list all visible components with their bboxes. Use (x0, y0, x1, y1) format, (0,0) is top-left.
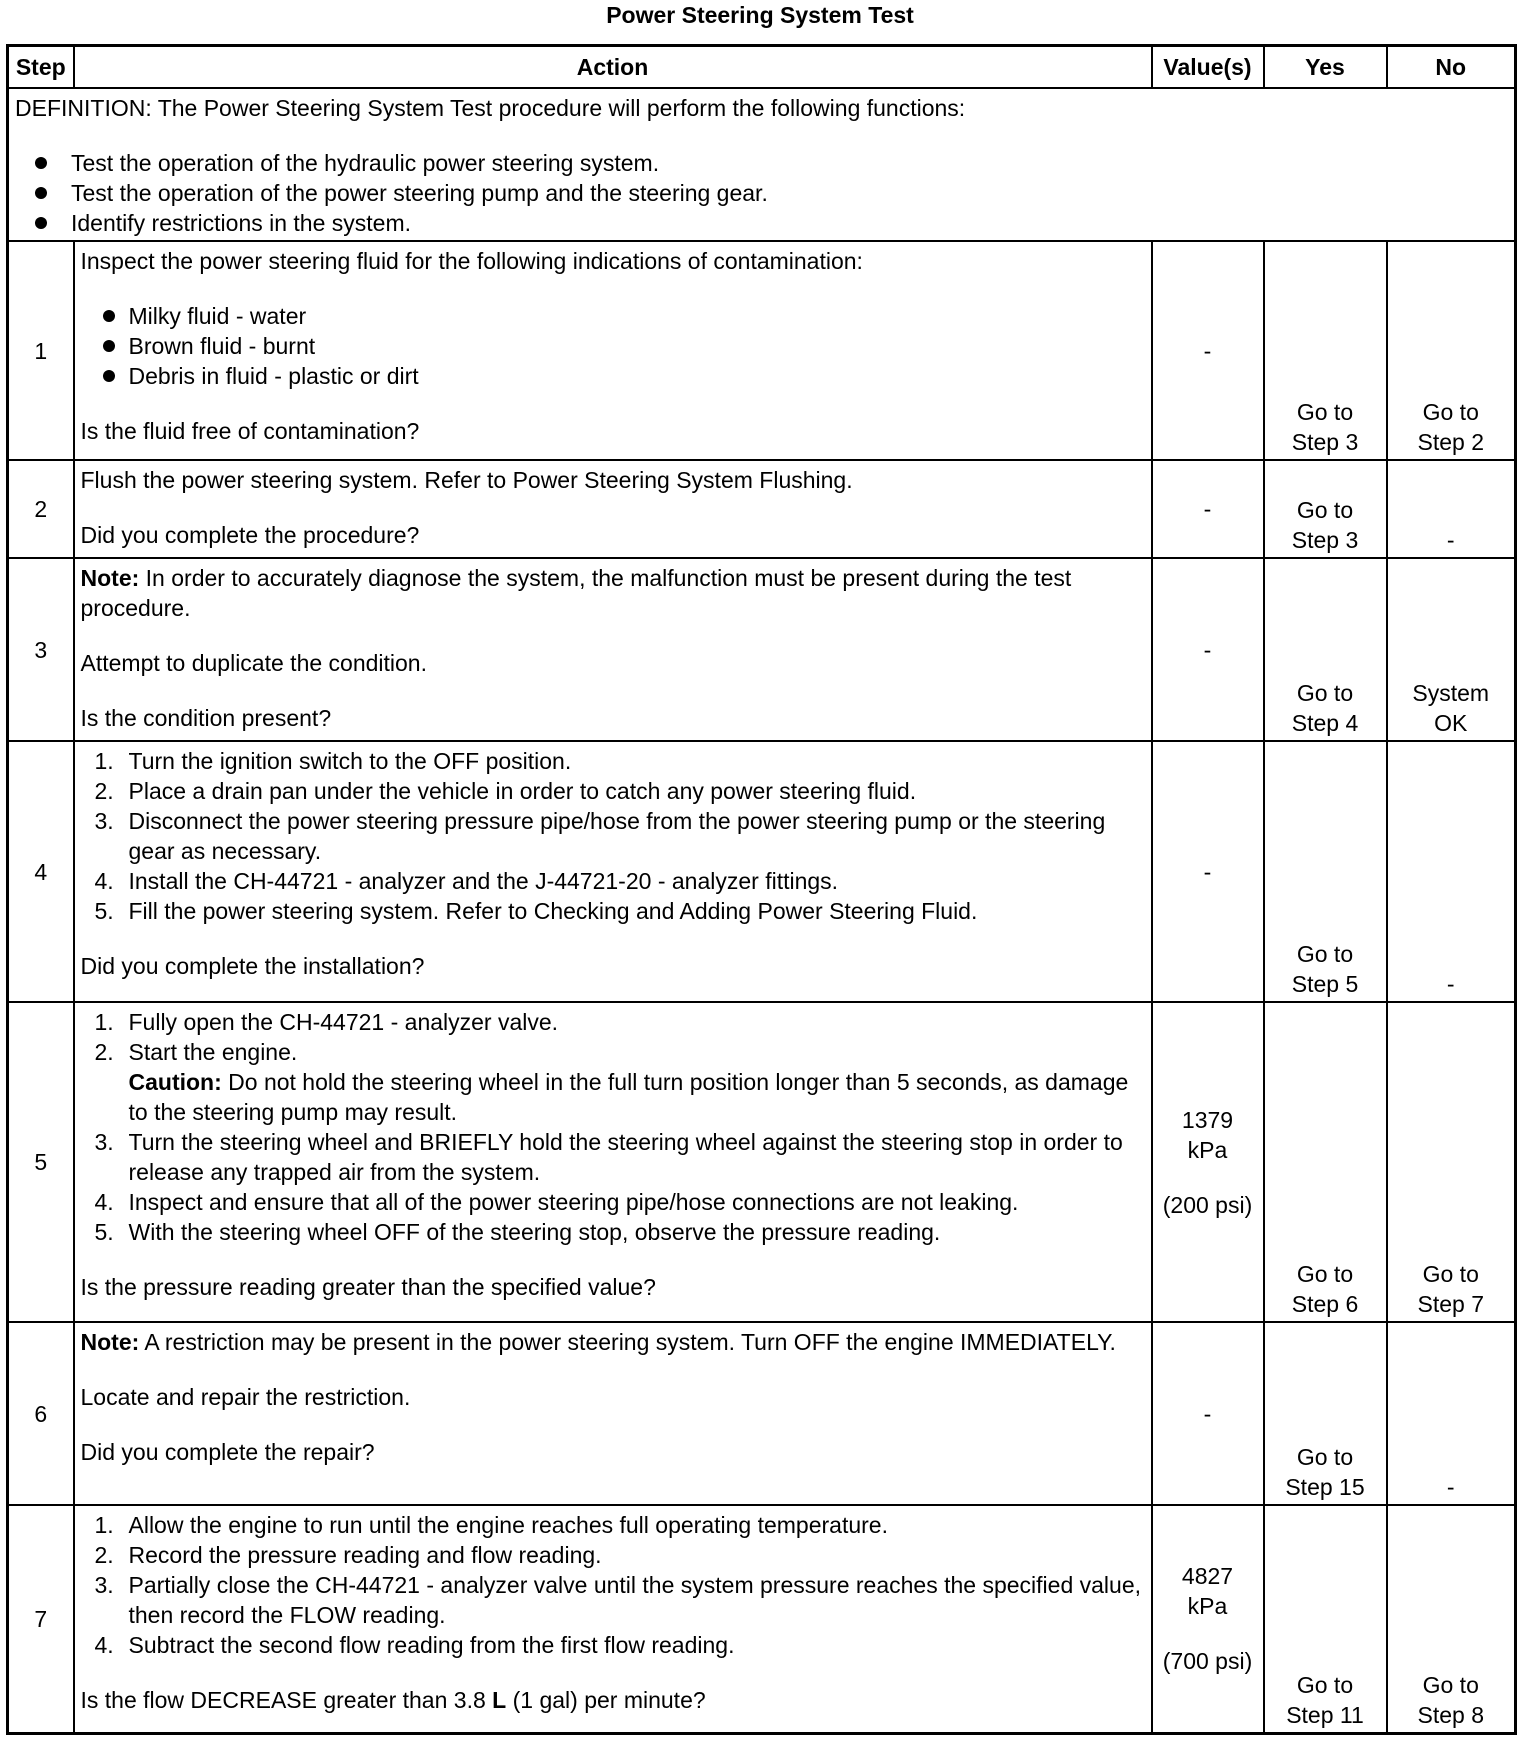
value-line: (200 psi) (1162, 1191, 1253, 1218)
definition-cell (8, 88, 1516, 241)
yes-line: Go to (1296, 1671, 1354, 1698)
definition-bullet: Test the operation of the hydraulic power steering system. (15, 148, 1508, 178)
value-cell: - (1152, 460, 1264, 558)
procedure-list (81, 746, 1145, 926)
yes-cell (1264, 241, 1387, 460)
list-item: Debris in fluid - plastic or dirt (81, 361, 1145, 391)
value-cell (1152, 1002, 1264, 1322)
note-paragraph (81, 1327, 1145, 1357)
list-item: 1. Turn the ignition switch to the OFF position. (94, 748, 572, 774)
yes-line: Step 5 (1291, 971, 1359, 997)
caution-text: Do not hold the steering wheel in the full turn position longer than 5 seconds, as damage to the steering pump may result. (128, 1069, 1129, 1125)
value-line: 1379 (1181, 1106, 1234, 1133)
yes-cell (1264, 741, 1387, 1002)
list-item: 1. Allow the engine to run until the engine reaches full operating temperature. (94, 1512, 888, 1538)
action-question: Did you complete the installation? (80, 953, 425, 979)
action-intro: Locate and repair the restriction. (80, 1384, 411, 1410)
action-question: Did you complete the repair? (80, 1439, 375, 1465)
action-question: Is the condition present? (80, 705, 332, 731)
note-label: Note: (80, 1329, 140, 1355)
header-row (8, 46, 1516, 89)
step-number: 3 (8, 558, 74, 741)
value-line: kPa (1187, 1593, 1228, 1620)
header-action: Action (74, 46, 1152, 89)
step-number: 4 (8, 741, 74, 1002)
procedure-list (81, 1510, 1145, 1660)
list-item: 3. Disconnect the power steering pressure pipe/hose from the power steering pump or the steering gear as necessary. (94, 808, 1106, 864)
procedure-list (81, 1007, 1145, 1247)
yes-line: Step 3 (1291, 429, 1359, 455)
action-cell (74, 1322, 1152, 1505)
no-cell (1387, 1002, 1516, 1322)
list-item: 3. Partially close the CH-44721 - analyzer valve until the system pressure reaches the specified value, then record the FLOW reading. (94, 1572, 1141, 1628)
yes-line: Go to (1296, 680, 1354, 706)
action-question: Did you complete the procedure? (80, 522, 420, 548)
definition-row (8, 88, 1516, 241)
header-no: No (1387, 46, 1516, 89)
definition-text: DEFINITION: The Power Steering System Test procedure will perform the following functions: (15, 95, 966, 121)
yes-line: Go to (1296, 1444, 1354, 1470)
yes-line: Step 11 (1286, 1701, 1364, 1728)
table-row-step-2 (8, 460, 1516, 558)
no-line: Step 7 (1417, 1291, 1484, 1317)
no-cell: - (1387, 460, 1516, 558)
yes-cell (1264, 1505, 1387, 1733)
table-row-step-5 (8, 1002, 1516, 1322)
step-number: 5 (8, 1002, 74, 1322)
list-item: Milky fluid - water (81, 301, 1145, 331)
note-text: A restriction may be present in the power steering system. Turn OFF the engine IMMEDIATELY. (139, 1329, 1116, 1355)
action-cell (74, 1505, 1152, 1733)
list-item: 2. Record the pressure reading and flow reading. (94, 1542, 602, 1568)
action-question (81, 1685, 1145, 1715)
list-item: 3. Turn the steering wheel and BRIEFLY hold the steering wheel against the steering stop in order to release any trapped air from the system. (94, 1129, 1123, 1185)
value-cell (1152, 1505, 1264, 1733)
header-yes: Yes (1264, 46, 1387, 89)
list-item: 2. Start the engine. Caution: Do not hold the steering wheel in the full turn position longer than 5 seconds, as damage to the steering pump may result. (94, 1039, 1129, 1125)
note-text: In order to accurately diagnose the system, the malfunction must be present during the test procedure. (80, 565, 1072, 621)
no-line: Go to (1422, 1261, 1479, 1287)
list-item-text: Place a drain pan under the vehicle in order to catch any power steering fluid. (128, 778, 917, 804)
question-unit: L (492, 1687, 507, 1713)
yes-line: Go to (1296, 497, 1354, 523)
list-item: 4. Subtract the second flow reading from the first flow reading. (94, 1632, 735, 1658)
value-cell: - (1152, 1322, 1264, 1505)
value-line: (700 psi) (1162, 1648, 1253, 1675)
list-item: 1. Fully open the CH-44721 - analyzer valve. (94, 1009, 559, 1035)
no-line: Go to (1422, 1671, 1479, 1698)
action-intro: Inspect the power steering fluid for the following indications of contamination: (80, 248, 863, 274)
list-item-text: Install the CH-44721 - analyzer and the J-44721-20 - analyzer fittings. (128, 868, 839, 894)
list-item: 4. Install the CH-44721 - analyzer and the J-44721-20 - analyzer fittings. (94, 868, 839, 894)
table-row-step-6 (8, 1322, 1516, 1505)
value-cell: - (1152, 741, 1264, 1002)
list-item: 5. With the steering wheel OFF of the steering stop, observe the pressure reading. (94, 1219, 941, 1245)
diagnostic-table (6, 44, 1517, 1735)
action-question: Is the pressure reading greater than the specified value? (80, 1274, 656, 1300)
value-line: kPa (1187, 1136, 1228, 1163)
action-question: Is the fluid free of contamination? (80, 418, 420, 444)
list-item-text: Start the engine. (128, 1039, 298, 1065)
yes-line: Step 4 (1291, 710, 1359, 736)
list-item-text: Allow the engine to run until the engine reaches full operating temperature. (128, 1512, 888, 1538)
definition-bullet: Identify restrictions in the system. (15, 208, 1508, 238)
yes-line: Step 6 (1291, 1291, 1359, 1317)
note-label: Note: (80, 565, 140, 591)
list-item-text: Turn the steering wheel and BRIEFLY hold the steering wheel against the steering stop in order to release any trapped air from the system. (128, 1129, 1123, 1185)
no-cell: - (1387, 1322, 1516, 1505)
caution-label: Caution: (128, 1069, 222, 1095)
value-cell: - (1152, 558, 1264, 741)
note-paragraph (81, 563, 1145, 623)
step-number: 2 (8, 460, 74, 558)
action-intro: Attempt to duplicate the condition. (80, 650, 427, 676)
value-cell: - (1152, 241, 1264, 460)
value-line: 4827 (1181, 1563, 1234, 1590)
action-cell (74, 460, 1152, 558)
yes-line: Step 15 (1285, 1474, 1365, 1500)
no-cell (1387, 1505, 1516, 1733)
list-item-text: Subtract the second flow reading from the first flow reading. (128, 1632, 735, 1658)
table-row-step-1 (8, 241, 1516, 460)
action-cell (74, 241, 1152, 460)
step-number: 7 (8, 1505, 74, 1733)
list-item: 5. Fill the power steering system. Refer to Checking and Adding Power Steering Fluid. (94, 898, 978, 924)
list-item-text: Inspect and ensure that all of the power steering pipe/hose connections are not leaking. (128, 1189, 1019, 1215)
action-intro: Flush the power steering system. Refer to Power Steering System Flushing. (80, 467, 853, 493)
list-item: Brown fluid - burnt (81, 331, 1145, 361)
no-line: System (1412, 680, 1490, 706)
yes-line: Go to (1296, 399, 1354, 425)
step-number: 1 (8, 241, 74, 460)
table-row-step-4 (8, 741, 1516, 1002)
yes-line: Step 3 (1291, 527, 1359, 553)
yes-line: Go to (1296, 1261, 1354, 1287)
contamination-list (81, 301, 1145, 391)
action-cell (74, 558, 1152, 741)
page-title: Power Steering System Test (606, 2, 914, 28)
no-line: Go to (1422, 399, 1479, 425)
header-step: Step (8, 46, 74, 89)
yes-cell (1264, 1002, 1387, 1322)
list-item-text: Partially close the CH-44721 - analyzer valve until the system pressure reaches the specified value, then record the FLOW reading. (128, 1572, 1141, 1628)
no-cell (1387, 241, 1516, 460)
definition-bullet: Test the operation of the power steering pump and the steering gear. (15, 178, 1508, 208)
action-cell (74, 1002, 1152, 1322)
header-values: Value(s) (1152, 46, 1264, 89)
table-row-step-7 (8, 1505, 1516, 1733)
yes-line: Go to (1296, 941, 1354, 967)
list-item: 4. Inspect and ensure that all of the power steering pipe/hose connections are not leaking. (94, 1189, 1019, 1215)
list-item-text: Record the pressure reading and flow reading. (128, 1542, 602, 1568)
list-item: 2. Place a drain pan under the vehicle in order to catch any power steering fluid. (94, 778, 917, 804)
yes-cell (1264, 1322, 1387, 1505)
list-item-text: Disconnect the power steering pressure pipe/hose from the power steering pump or the steering gear as necessary. (128, 808, 1106, 864)
question-text: (1 gal) per minute? (506, 1687, 706, 1713)
yes-cell (1264, 460, 1387, 558)
yes-cell (1264, 558, 1387, 741)
list-item-text: Turn the ignition switch to the OFF position. (128, 748, 572, 774)
no-line: OK (1434, 710, 1468, 736)
table-row-step-3 (8, 558, 1516, 741)
no-line: Step 8 (1417, 1701, 1484, 1728)
no-cell: - (1387, 741, 1516, 1002)
action-cell (74, 741, 1152, 1002)
definition-list (15, 148, 1508, 238)
list-item-text: Fill the power steering system. Refer to Checking and Adding Power Steering Fluid. (128, 898, 978, 924)
no-cell (1387, 558, 1516, 741)
no-line: Step 2 (1417, 429, 1484, 455)
step-number: 6 (8, 1322, 74, 1505)
list-item-text: With the steering wheel OFF of the steering stop, observe the pressure reading. (128, 1219, 941, 1245)
question-text: Is the flow DECREASE greater than 3.8 (80, 1687, 493, 1713)
list-item-text: Fully open the CH-44721 - analyzer valve. (128, 1009, 559, 1035)
